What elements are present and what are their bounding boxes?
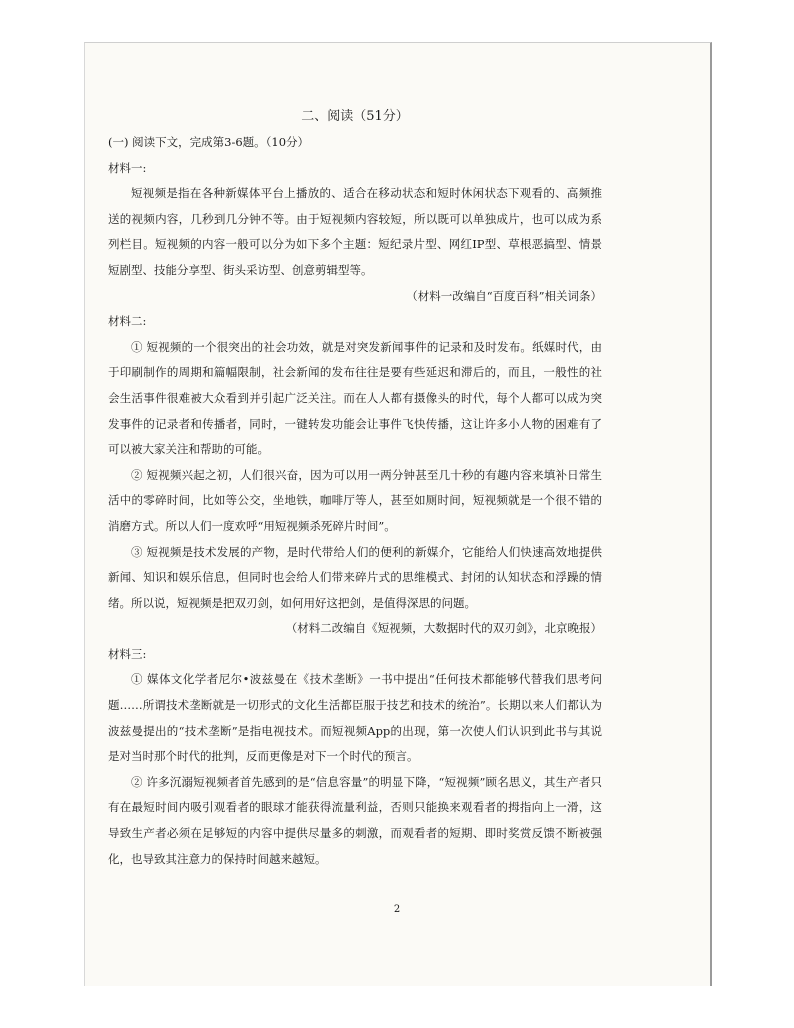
material-1-source: （材料一改编自“百度百科”相关词条） [406,288,602,303]
material-1-paragraph: 短视频是指在各种新媒体平台上播放的、适合在移动状态和短时休闲状态下观看的、高频推送的视频内容，几秒到几分钟不等。由于短视频内容较短，所以既可以单独成片，也可以成为系列栏目。短视频的内容一般可以分为如下多个主题：短纪录片型、网红IP型、草根恶搞型、情景短剧型、技能分享型、街头采访型、创意剪辑型等。 [108,186,602,277]
material-3-label: 材料三: [108,646,147,661]
section-heading: (一) 阅读下文，完成第3-6题。（10分） [108,135,310,149]
material-1-label: 材料一: [108,160,147,175]
document-body [108,100,602,872]
material-2-label: 材料二: [108,314,147,329]
material-3-paragraph-1: ① 媒体文化学者尼尔•波兹曼在《技术垄断》一书中提出“任何技术都能够代替我们思考问题……所谓技术垄断就是一切形式的文化生活都臣服于技艺和技术的统治”。长期以来人们都认为波兹曼提出的“技术垄断”是指电视技术。而短视频App的出现，第一次使人们认识到此书与其说是对当时那个时代的批判，反而更像是对下一个时代的预言。 [108,672,602,764]
material-2-paragraph-3: ③ 短视频是技术发展的产物，是时代带给人们的便利的新媒介，它能给人们快速高效地提供新闻、知识和娱乐信息，但同时也会给人们带来碎片式的思维模式、封闭的认知状态和浮躁的情绪。所以说，短视频是把双刃剑，如何用好这把剑，是值得深思的问题。 [108,544,602,610]
material-3-paragraph-2: ② 许多沉溺短视频者首先感到的是“信息容量”的明显下降，“短视频”顾名思义，其生产者只有在最短时间内吸引观看者的眼球才能获得流量利益，否则只能换来观看者的拇指向上一滑，这导致生产者必须在足够短的内容中提供尽量多的刺激，而观看者的短期、即时奖赏反馈不断被强化，也导致其注意力的保持时间越来越短。 [108,774,602,866]
page-title: 二、阅读（51分） [301,109,409,124]
material-2-paragraph-1: ① 短视频的一个很突出的社会功效，就是对突发新闻事件的记录和及时发布。纸媒时代，由于印刷制作的周期和篇幅限制，社会新闻的发布往往是要有些延迟和滞后的，而且，一般性的社会生活事件很难被大众看到并引起广泛关注。而在人人都有摄像头的时代，每个人都可以成为突发事件的记录者和传播者，同时，一键转发功能会让事件飞快传播，这让许多小人物的困难有了可以被大家关注和帮助的可能。 [108,339,602,457]
material-2-source: （材料二改编自《短视频，大数据时代的双刃剑》，北京晚报） [285,621,602,636]
page-number: 2 [393,904,401,915]
material-2-paragraph-2: ② 短视频兴起之初，人们很兴奋，因为可以用一两分钟甚至几十秒的有趣内容来填补日常生活中的零碎时间，比如等公交，坐地铁，咖啡厅等人，甚至如厕时间，短视频就是一个很不错的消磨方式。所以人们一度欢呼“用短视频杀死碎片时间”。 [108,467,602,533]
